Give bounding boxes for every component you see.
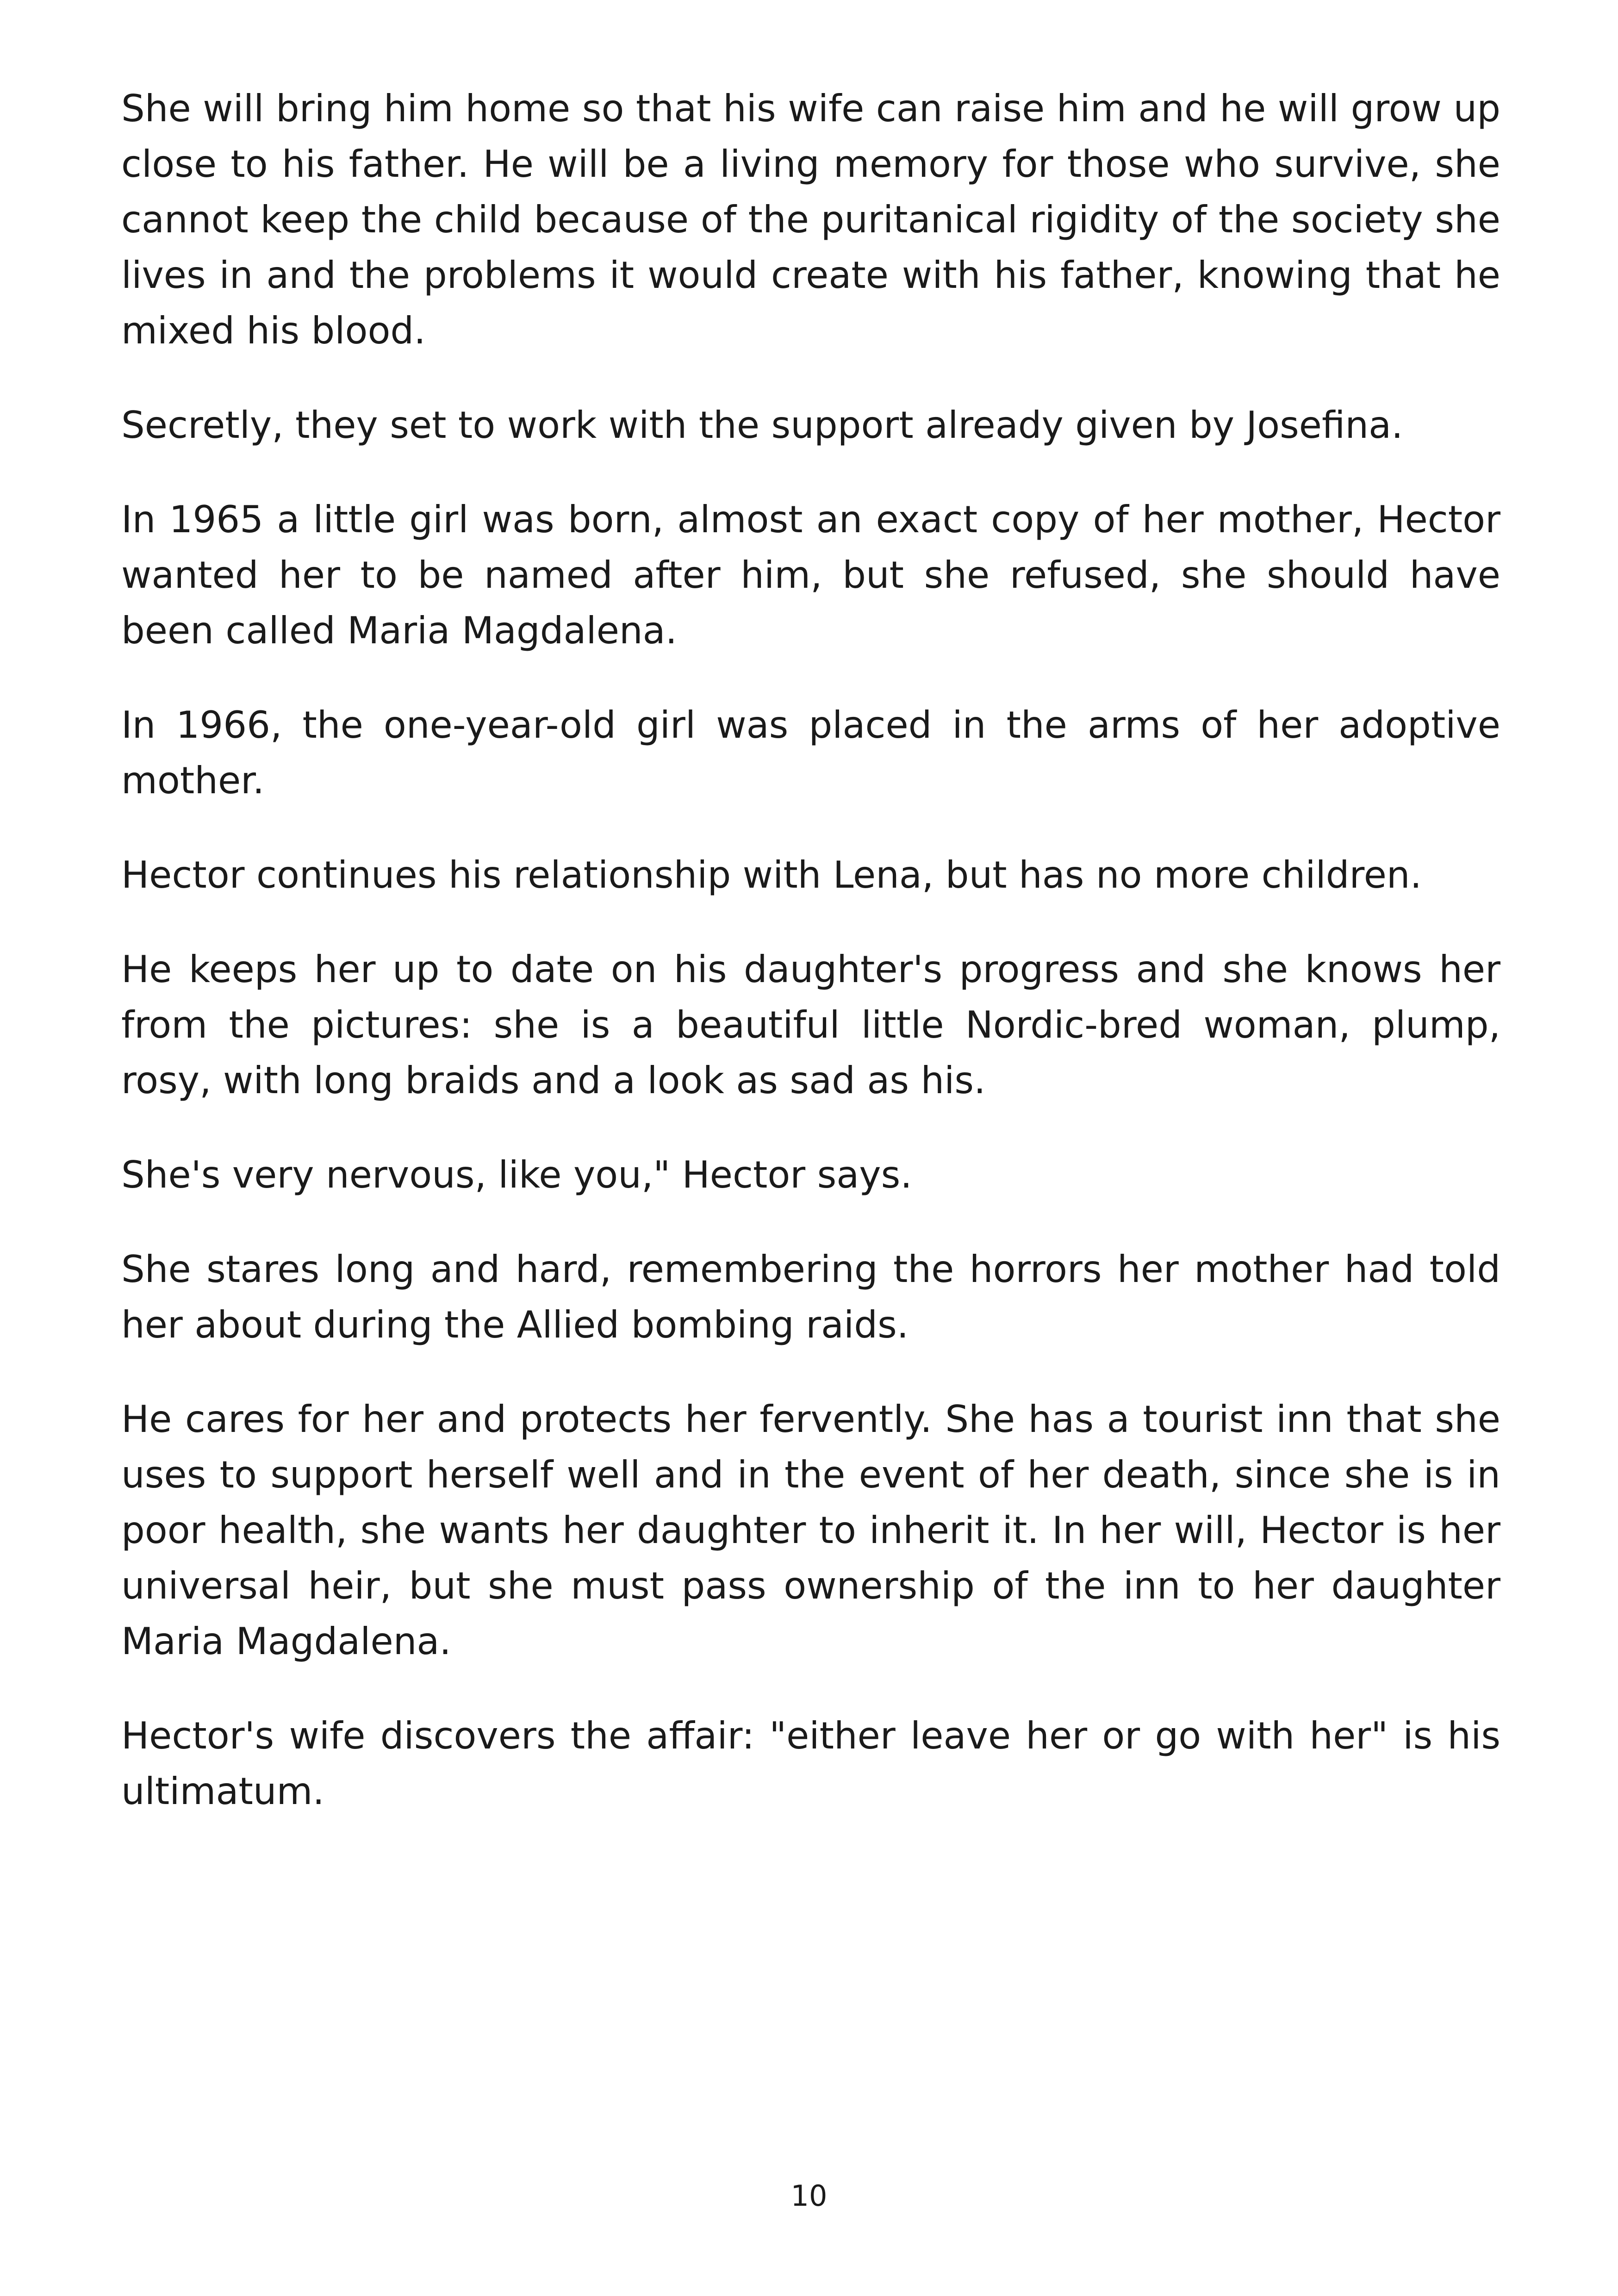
paragraph: She stares long and hard, remembering the horrors her mother had told her about during the Allied bombing raids. bbox=[121, 1248, 1500, 1346]
paragraph: He keeps her up to date on his daughter's progress and she knows her from the pictures: she is a beautiful little Nordic-bred woman, plump, rosy, with long braids and a look as sad as his. bbox=[121, 948, 1500, 1102]
paragraph: Secretly, they set to work with the support already given by Josefina. bbox=[121, 404, 1403, 447]
paragraph: He cares for her and protects her fervently. She has a tourist inn that she uses to support herself well and in the event of her death, since she is in poor health, she wants her daughter to inherit it. In her will, Hector is her universal heir, but she must pass ownership of the inn to her daughter Maria Magdalena. bbox=[121, 1398, 1500, 1663]
body-text bbox=[121, 81, 1500, 1819]
paragraph: Hector's wife discovers the affair: "either leave her or go with her" is his ultimatum. bbox=[121, 1714, 1500, 1813]
paragraph: In 1965 a little girl was born, almost an exact copy of her mother, Hector wanted her to be named after him, but she refused, she should have been called Maria Magdalena. bbox=[121, 498, 1500, 652]
page-number: 10 bbox=[790, 2179, 828, 2213]
paragraph: In 1966, the one-year-old girl was placed in the arms of her adoptive mother. bbox=[121, 703, 1500, 802]
paragraph: Hector continues his relationship with Lena, but has no more children. bbox=[121, 853, 1422, 896]
paragraph: She will bring him home so that his wife can raise him and he will grow up close to his father. He will be a living memory for those who survive, she cannot keep the child because of the puritanical rigidity of the society she lives in and the problems it would create with his father, knowing that he mixed his blood. bbox=[121, 87, 1500, 352]
paragraph: She's very nervous, like you," Hector says. bbox=[121, 1153, 912, 1196]
